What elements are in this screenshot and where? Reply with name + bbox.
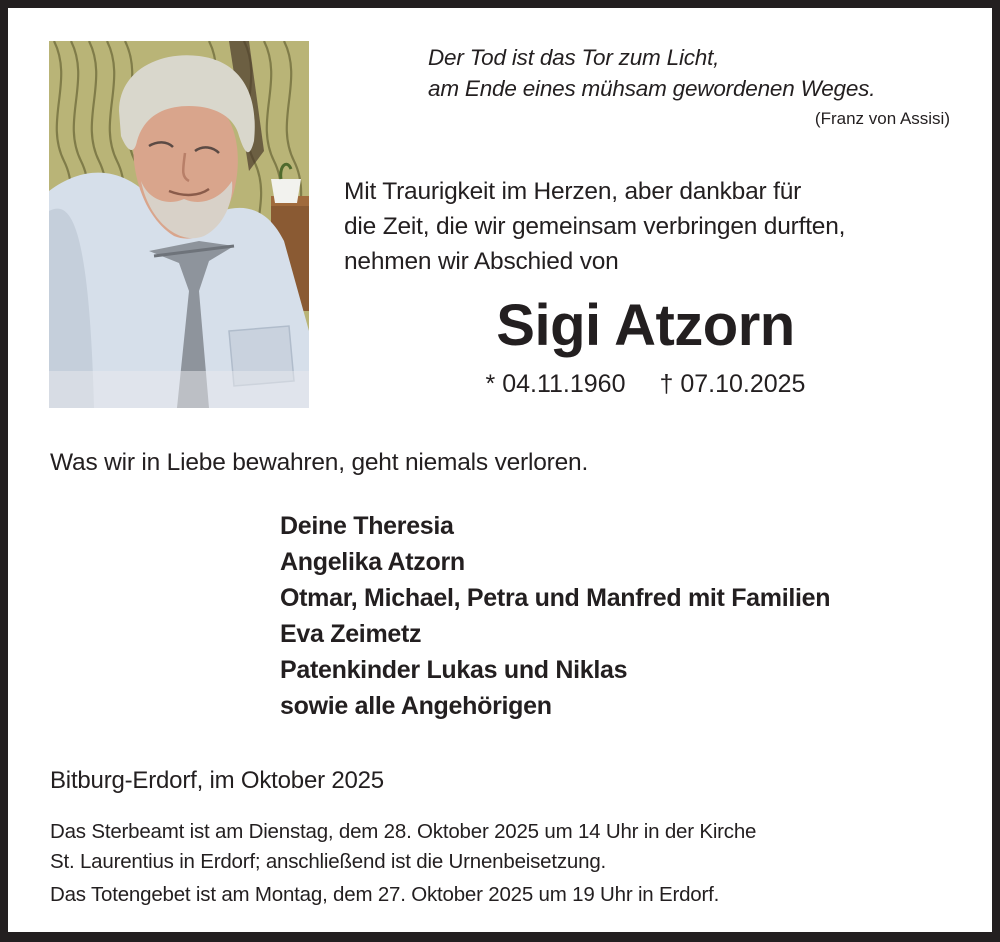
death-date: † 07.10.2025 <box>659 370 806 398</box>
quote-line-2: am Ende eines mühsam gewordenen Weges. <box>428 76 876 101</box>
obituary-card <box>8 8 992 932</box>
intro-text <box>344 174 964 279</box>
mourner-item: sowie alle Angehörigen <box>280 692 552 720</box>
place-date: Bitburg-Erdorf, im Oktober 2025 <box>50 767 384 794</box>
intro-line-1: Mit Traurigkeit im Herzen, aber dankbar für <box>344 178 802 205</box>
mourner-item: Patenkinder Lukas und Niklas <box>280 656 628 684</box>
requiem-notice-line-2: St. Laurentius in Erdorf; anschließend ist die Urnenbeisetzung. <box>50 850 607 873</box>
mourner-item: Angelika Atzorn <box>280 548 465 576</box>
portrait-photo <box>49 41 309 408</box>
birth-date: * 04.11.1960 <box>485 370 626 398</box>
prayer-notice: Das Totengebet ist am Montag, dem 27. Oktober 2025 um 19 Uhr in Erdorf. <box>50 883 720 906</box>
deceased-name: Sigi Atzorn <box>496 293 795 358</box>
mourners-list <box>280 508 830 724</box>
requiem-notice-line-1: Das Sterbeamt ist am Dienstag, dem 28. Oktober 2025 um 14 Uhr in der Kirche <box>50 820 757 843</box>
mourner-item: Deine Theresia <box>280 512 454 540</box>
mourner-item: Otmar, Michael, Petra und Manfred mit Familien <box>280 584 831 612</box>
quote-source: (Franz von Assisi) <box>814 109 950 128</box>
intro-line-3: nehmen wir Abschied von <box>344 248 619 275</box>
mourner-item: Eva Zeimetz <box>280 620 422 648</box>
quote <box>428 42 950 104</box>
service-notices <box>50 817 756 910</box>
intro-line-2: die Zeit, die wir gemeinsam verbringen durften, <box>344 213 846 240</box>
motto: Was wir in Liebe bewahren, geht niemals verloren. <box>50 449 589 476</box>
portrait-image <box>49 41 309 408</box>
life-dates <box>308 366 983 402</box>
quote-line-1: Der Tod ist das Tor zum Licht, <box>428 45 720 70</box>
